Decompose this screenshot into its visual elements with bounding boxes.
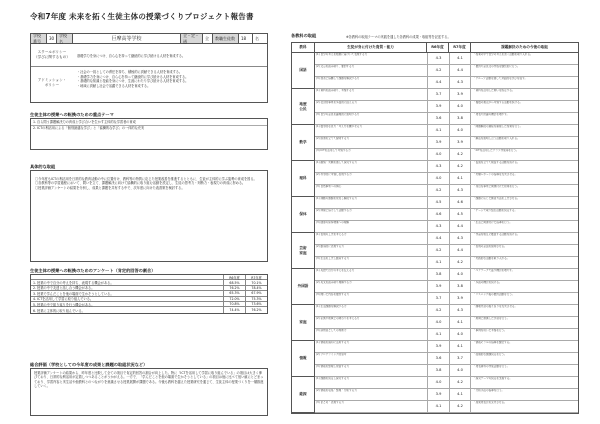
r7-score: 4.1 [449,389,471,400]
evaluation-text: 授業評価アンケートの結果から、昨年度と比較して全ての項目で肯定的回答の割合が向上した。特に「ICTを活用して学習に取り組んでいる」の項目は大きく伸びており、日常的な利活用が定着しつつあることがうかがえる。一方で、「学んだことを他の場面で生かそうとしている」の項目は他に比べて低い値にとどまっており、学習内容と実生活や他教科とのつながりを意識させる授業展開が課題である。今後も教科を越えた授業研究を通じて、生徒主体の授業づくりを一層推進していく。 [34,371,264,389]
r6-score: 4.2 [427,245,449,256]
future-effort-text: ・ICTを活用したグラフ作成等を行う。 [473,149,519,152]
admission-policy-label: アドミッション・ ポリシー [37,78,67,87]
subject-row [292,269,578,281]
subject-row [292,341,578,353]
r6-score: 4.3 [427,221,449,232]
future-effort-text: ・授業の中で自分の考えを書く活動を取り入れる。 [473,53,533,56]
future-effort-text: ・地域と連携した学習を行う。 [473,317,510,320]
ability-text: (1) 情報を適切に活用する力 [316,341,350,344]
survey-item: 5. 授業の中で振り返りを行う機会がある。 [33,302,95,307]
r7-score: 4.5 [449,209,471,220]
subject-row [292,65,578,77]
ability-text: (3) まとめ・表現する力 [316,401,344,404]
r6-score: 4.1 [427,401,449,412]
r7-score: 4.2 [449,377,471,388]
future-effort-text: ・問題解決の過程を重視した授業を行う。 [473,125,523,128]
subject-label: 保体 [292,197,315,233]
theme-line-1: 1. 自ら問う課題解決力の育成と学び合いを生かす主体的な学習者の育成 [33,120,136,124]
subject-row [292,317,578,329]
survey-r6-value: 65.3% [223,291,245,295]
ability-text: (2) 科学的に考察し表現する力 [316,173,352,176]
ability-text: (3) 生活を工夫し創造する力 [316,257,350,260]
r6-score: 4.0 [427,149,449,160]
survey-r7-value: 67.9% [245,291,267,295]
r7-score: 4.1 [449,53,471,64]
header-r6: R6年度 [427,43,449,52]
label-school-number: 学校番号 [31,34,47,43]
r7-score: 4.3 [449,305,471,316]
future-effort-text: ・解法を説明し合う活動を取り入れる。 [473,137,520,140]
future-effort-text: ・仮説を立てて検証する活動を設ける。 [473,161,520,164]
r6-score: 4.5 [427,197,449,208]
r6-score: 4.1 [427,257,449,268]
r6-score: 3.9 [427,389,449,400]
subject-row [292,245,578,257]
label-school-name: 学校名 [57,34,73,43]
survey-header-r6: R6年度 [223,275,245,279]
subject-row [292,101,578,113]
subject-section-subtitle: ※各教科の取組テーマの実践を通した各教科の成果・取組等を記述する。 [346,35,451,39]
survey-r7-value: 75.3% [245,297,267,301]
r6-score: 3.9 [427,137,449,148]
survey-r6-value: 76.2% [223,286,245,290]
future-effort-text: ・要約や意見文の作成を継続的に行う。 [473,65,520,68]
r7-score: 4.0 [449,365,471,376]
subject-label: 地歴 公民 [292,89,315,125]
value-course-type: 全 [203,34,213,43]
r7-score: 4.1 [449,173,471,184]
future-effort-text: ・身近な事象と関連付けた授業を行う。 [473,185,520,188]
survey-r6-value: 68.5% [223,280,245,284]
survey-item: 2. 授業の中で友達と話し合う機会がある。 [33,286,95,291]
subject-row [292,377,578,389]
subject-row [292,137,578,149]
r6-score: 4.3 [427,161,449,172]
survey-item: 4. ICTを活用して学習に取り組んでいる。 [33,297,94,302]
r7-score: 4.0 [449,329,471,340]
subject-row [292,125,578,137]
ability-text: (3) 健康の保持増進への理解 [316,221,350,224]
evaluation-section-box [30,368,268,416]
survey-section-title: 生徒主体の授業への転換のためのアンケート（肯定的回答の割合） [30,268,156,273]
r6-score: 4.0 [427,317,449,328]
subject-label: 家庭 [292,305,315,341]
future-effort-text: ・発表や討論の機会を増やす。 [473,113,510,116]
survey-header-r7: R7年度 [245,275,267,279]
future-effort-text: ・複数の視点から考察する活動を設ける。 [473,101,523,104]
ability-text: (2) 社会的事象を多面的に捉える力 [316,101,357,104]
label-course-type: 全・定・通 [181,34,203,43]
future-effort-text: ・成果発表会を充実させる。 [473,401,507,404]
r7-score: 3.9 [449,137,471,148]
ability-text: (2) 仲間と協力して活動する力 [316,209,352,212]
r6-score: 4.0 [427,173,449,184]
subject-row [292,305,578,317]
r6-score: 3.8 [427,365,449,376]
r6-score: 4.4 [427,77,449,88]
subject-row [292,197,578,209]
r7-score: 4.2 [449,161,471,172]
ability-text: (1) 観察・実験を通して探究する力 [316,161,357,164]
survey-item: 3. 授業で学んだことを他の場面で生かそうとしている。 [33,291,114,296]
r6-score: 3.9 [427,281,449,292]
ability-text: (2) 筋道を立てて説明する力 [316,137,350,140]
r7-score: 4.0 [449,101,471,112]
survey-r6-value: 70.8% [223,302,245,306]
r6-score: 3.9 [427,341,449,352]
value-staff-count: 18 [239,34,253,43]
r7-score: 4.0 [449,269,471,280]
r7-score: 4.2 [449,149,471,160]
r7-score: 4.2 [449,401,471,412]
r6-score: 4.3 [427,53,449,64]
ability-text: (1) 資料を読み取り、考察する力 [316,89,355,92]
label-staff-count: 教職生徒数 [213,34,239,43]
subject-row [292,209,578,221]
efforts-section-box [30,170,268,262]
r7-score: 3.7 [449,353,471,364]
subject-label: 芸術 家庭 [292,233,315,269]
subject-row [292,113,578,125]
r6-score: 3.8 [427,269,449,280]
subject-row [292,389,578,401]
subject-table-header [292,43,578,53]
ability-text: (1) 表現の工夫を考える力 [316,233,347,236]
ability-text: (3) 情報を整理し発信する力 [316,365,350,368]
survey-r6-value: 72.0% [223,297,245,301]
r7-score: 3.9 [449,293,471,304]
r6-score: 4.2 [427,185,449,196]
r6-score: 4.6 [427,209,449,220]
future-effort-text: ・調理実習の振り返りを充実させる。 [473,305,518,308]
subject-table [291,42,579,414]
r6-score: 3.7 [427,293,449,304]
subject-row [292,77,578,89]
future-effort-text: ・リスニング後の要約活動を行う。 [473,293,515,296]
ability-text: (1) 生活課題を解決する力 [316,305,347,308]
future-effort-text: ・グループ活動を通して対話的な学びを促す。 [473,77,528,80]
subject-row [292,281,578,293]
subject-row [292,233,578,245]
ability-text: (1) 自分の考えを根拠に基づいて表現する力 [316,53,368,56]
future-effort-text: ・段階的な課題設定を行う。 [473,353,507,356]
value-school-name: 巨摩高等学校 [73,34,181,43]
ability-text: (2) 文章を読み取り、要約する力 [316,65,355,68]
header-subject: 教科 [292,43,315,52]
future-effort-text: ・事例を用いた考察を行う。 [473,329,507,332]
future-effort-text: ・チームで取り組む活動を設定する。 [473,209,518,212]
future-effort-text: ・課題に応じた練習方法を工夫させる。 [473,197,520,200]
unit-count: 名 [255,35,259,41]
survey-r7-value: 73.6% [245,302,267,306]
r7-score: 4.6 [449,197,471,208]
r7-score: 4.4 [449,221,471,232]
r6-score: 4.1 [427,125,449,136]
subject-row [292,161,578,173]
ability-text: (1) 運動の課題を発見し解決する力 [316,197,357,200]
ability-text: (3) 自然事象への関心 [316,185,342,188]
subject-row [292,53,578,65]
r7-score: 4.1 [449,317,471,328]
ability-text: (3) 消費者としての判断力 [316,329,347,332]
r7-score: 4.0 [449,125,471,136]
school-info-header-row [31,34,267,44]
r7-score: 4.3 [449,77,471,88]
subject-label: 数学 [292,125,315,161]
ability-text: (2) 情報を収集・整理・分析する力 [316,389,357,392]
survey-item: 1. 授業の中で自分の考えを持ち、表現する機会がある。 [33,281,114,286]
header-ability: 生徒が身に付けた資質・能力 [315,43,427,52]
school-policy-text: 基礎学力を身につけ、自ら心を持って継続的に学び続ける人材を育成する。 [77,54,186,58]
ability-text: (2) プログラミング的思考 [316,353,347,356]
r7-score: 4.3 [449,185,471,196]
r7-score: 3.9 [449,89,471,100]
subject-row [292,329,578,341]
subject-row [292,185,578,197]
r6-score: 3.7 [427,89,449,100]
subject-section-title: 各教科の取組 [291,33,317,38]
future-effort-text: ・生活と関連付けた指導を行う。 [473,221,512,224]
r6-score: 4.0 [427,377,449,388]
r7-score: 4.3 [449,233,471,244]
ability-text: (3) 他者と協働して課題を解決する力 [316,77,360,80]
future-effort-text: ・分析手法の指導を行う。 [473,389,505,392]
admission-policy-text: ・社会の一員としての責任を持ち、積極的に貢献できる人材を育成する。 ・基礎学力を身につけ、自ら心を持って継続的に学び続ける人材を育成する。 ・基礎的な知識と技能を身につけ、生涯にわたり学び続ける人材を育成する。 ・地域に貢献し社会で活躍できる人材を育成する。 [77,70,189,88]
header-r7: R7年度 [449,43,471,52]
subject-row [292,293,578,305]
future-effort-text: ・探究テーマの設定を支援する。 [473,377,512,380]
header-future-efforts: 課題解決のための今後の取組 [501,45,548,49]
survey-r7-value: 76.2% [245,307,267,312]
ability-text: (2) 家族や地域との関わりを考える力 [316,317,360,320]
subject-row [292,149,578,161]
theme-section-title: 生徒主体の授業への転換のための重点テーマ [30,112,114,117]
r7-score: 4.4 [449,65,471,76]
evaluation-section-title: 総合評価（学校としての今年度の成果と課題の取組状況など） [30,362,148,367]
efforts-text: 〇今年度もICTの利活用を日常的な教育活動の中に位置付け、教科等の特質に応じた授業改善を推進するとともに、生徒が主体的に学ぶ姿勢の育成を図る。 〇各教科等の学習過程において、問いを立て、課題解決に向けて協働的に取り組む活動を設定し、生徒の思考力・判断力・表現力の育成に努める。 〇授業評価アンケートの結果を分析し、成果と課題を共有する中で、次年度に向けた改善策を検討する。 [35,177,257,190]
subject-label: 情報 [292,341,315,377]
subject-label: 理科 [292,161,315,197]
ability-text: (3) 自分の意見を論理的に説明する力 [316,113,360,116]
page-title: 令和7年度 未来を拓く生徒主体の授業づくりプロジェクト報告書 [30,12,254,21]
r6-score: 4.1 [427,329,449,340]
future-effort-text: ・作品を相互に鑑賞する活動を設ける。 [473,233,520,236]
r6-score: 3.6 [427,353,449,364]
subject-row [292,401,578,413]
ability-text: (3) ICTを活用して考察する力 [316,149,351,152]
theme-section-box [30,118,268,150]
future-effort-text: ・資料を活用した問いを設定する。 [473,89,515,92]
survey-row [31,307,267,312]
future-effort-text: ・実践的な活動を取り入れる。 [473,257,510,260]
future-effort-text: ・多読の機会を設ける。 [473,281,502,284]
theme-line-2: 2. ICTの利活用による「個別最適な学び」と「協働的な学び」の一体的な充実 [31,125,267,130]
r7-score: 3.8 [449,281,471,292]
subject-label: 総探 [292,377,315,413]
school-info-box [30,33,268,103]
future-effort-text: ・発表資料の作成活動を行う。 [473,365,510,368]
r7-score: 4.4 [449,245,471,256]
ability-text: (1) 英語で自分の考えを伝える力 [316,269,355,272]
ability-text: (2) 英文を読み取り理解する力 [316,281,352,284]
ability-text: (3) 聞いた内容を要約する力 [316,293,350,296]
subject-label: 外国語 [292,269,315,305]
subject-label: 国語 [292,53,315,89]
r6-score: 3.6 [427,113,449,124]
r6-score: 4.4 [427,233,449,244]
r6-score: 4.2 [427,305,449,316]
r7-score: 4.2 [449,257,471,268]
subject-row [292,353,578,365]
ability-text: (1) 数学的な見方・考え方を働かせる力 [316,125,362,128]
school-policy-label: スクールポリシー （学びに関するもの） [34,50,70,59]
subject-row [292,365,578,377]
future-effort-text: ・実験レポートの指導を充実させる。 [473,173,518,176]
survey-item: 6. 授業に主体的に取り組んでいる。 [33,308,85,313]
subject-row [292,221,578,233]
value-school-number: 30 [47,34,57,43]
future-effort-text: ・表現の意図を説明させる。 [473,245,507,248]
survey-table [30,274,268,314]
subject-row [292,257,578,269]
r7-score: 4.1 [449,341,471,352]
r6-score: 3.9 [427,101,449,112]
r7-score: 3.8 [449,113,471,124]
subject-row [292,89,578,101]
ability-text: (1) 課題を設定し探究する力 [316,377,350,380]
ability-text: (2) 創造的に表現する力 [316,245,344,248]
future-effort-text: ・ペアワークで話す機会を増やす。 [473,269,515,272]
survey-r7-value: 78.4% [245,286,267,290]
subject-row [292,173,578,185]
survey-r7-value: 70.1% [245,280,267,284]
efforts-section-title: 具体的な取組 [30,164,56,169]
r6-score: 4.2 [427,65,449,76]
survey-r6-value: 74.4% [223,307,245,312]
future-effort-text: ・情報モラルの指導を継続する。 [473,341,512,344]
